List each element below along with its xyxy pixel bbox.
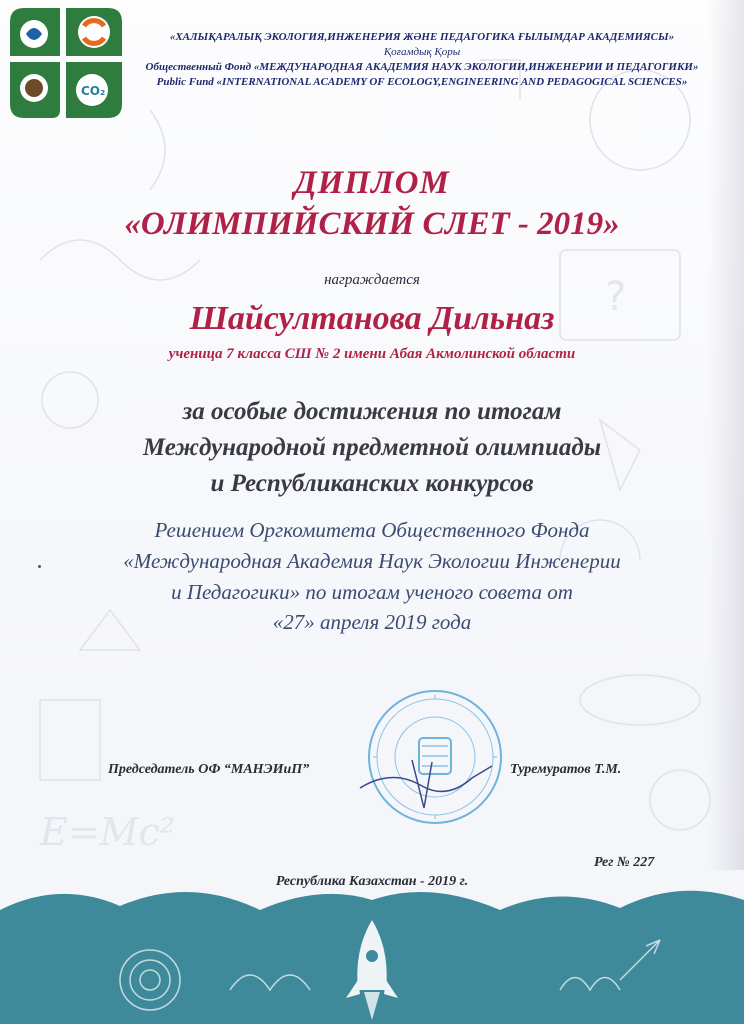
diploma-title: ДИПЛОМ	[294, 165, 450, 201]
footer-band	[0, 870, 744, 1024]
student-info: ученица 7 класса СШ № 2 имени Абая Акмолинской области	[168, 346, 576, 362]
awarded-label: награждается	[324, 272, 420, 288]
reason-line-3: и Республиканских конкурсов	[210, 470, 534, 497]
header-line-kz: «ХАЛЫҚАРАЛЫҚ ЭКОЛОГИЯ,ИНЖЕНЕРИЯ ЖӘНЕ ПЕДАГОГИКА ҒЫЛЫМДАР АКАДЕМИЯСЫ»	[169, 31, 675, 43]
decision-line-1: Решением Оргкомитета Общественного Фонда	[154, 518, 590, 542]
decision-line-4: «27» апреля 2019 года	[272, 610, 472, 634]
header-line-ru: Общественный Фонд «МЕЖДУНАРОДНАЯ АКАДЕМИЯ НАУК ЭКОЛОГИИ,ИНЖЕНЕРИИ И ПЕДАГОГИКИ»	[145, 61, 699, 73]
chair-name: Туремуратов Т.М.	[510, 762, 622, 777]
academy-header	[130, 30, 714, 90]
logo-co2-label: CO₂	[81, 84, 106, 98]
chair-title: Председатель ОФ “МАНЭИиП”	[108, 762, 310, 777]
header-line-en: Public Fund «INTERNATIONAL ACADEMY OF ECOLOGY,ENGINEERING AND PEDAGOGICAL SCIENCES»	[156, 76, 688, 88]
svg-text:?: ?	[605, 274, 627, 320]
header-line-kz2: Қоғамдық Қоры	[383, 46, 461, 58]
recipient-name: Шайсултанова Дильназ	[189, 300, 555, 337]
signature-scribble	[352, 748, 502, 818]
decision-line-3: и Педагогики» по итогам ученого совета от	[171, 580, 573, 604]
reason-line-2: Международной предметной олимпиады	[142, 434, 602, 461]
reason-line-1: за особые достижения по итогам	[182, 398, 562, 425]
event-title: «ОЛИМПИЙСКИЙ СЛЕТ - 2019»	[124, 206, 620, 242]
registration-number: Рег № 227	[594, 855, 655, 870]
doodle-formula: E=Mc²	[40, 810, 176, 854]
country-year: Республика Казахстан - 2019 г.	[275, 874, 469, 889]
academy-logo	[4, 4, 128, 122]
decision-line-2: «Международная Академия Наук Экологии Инженерии	[123, 549, 621, 573]
